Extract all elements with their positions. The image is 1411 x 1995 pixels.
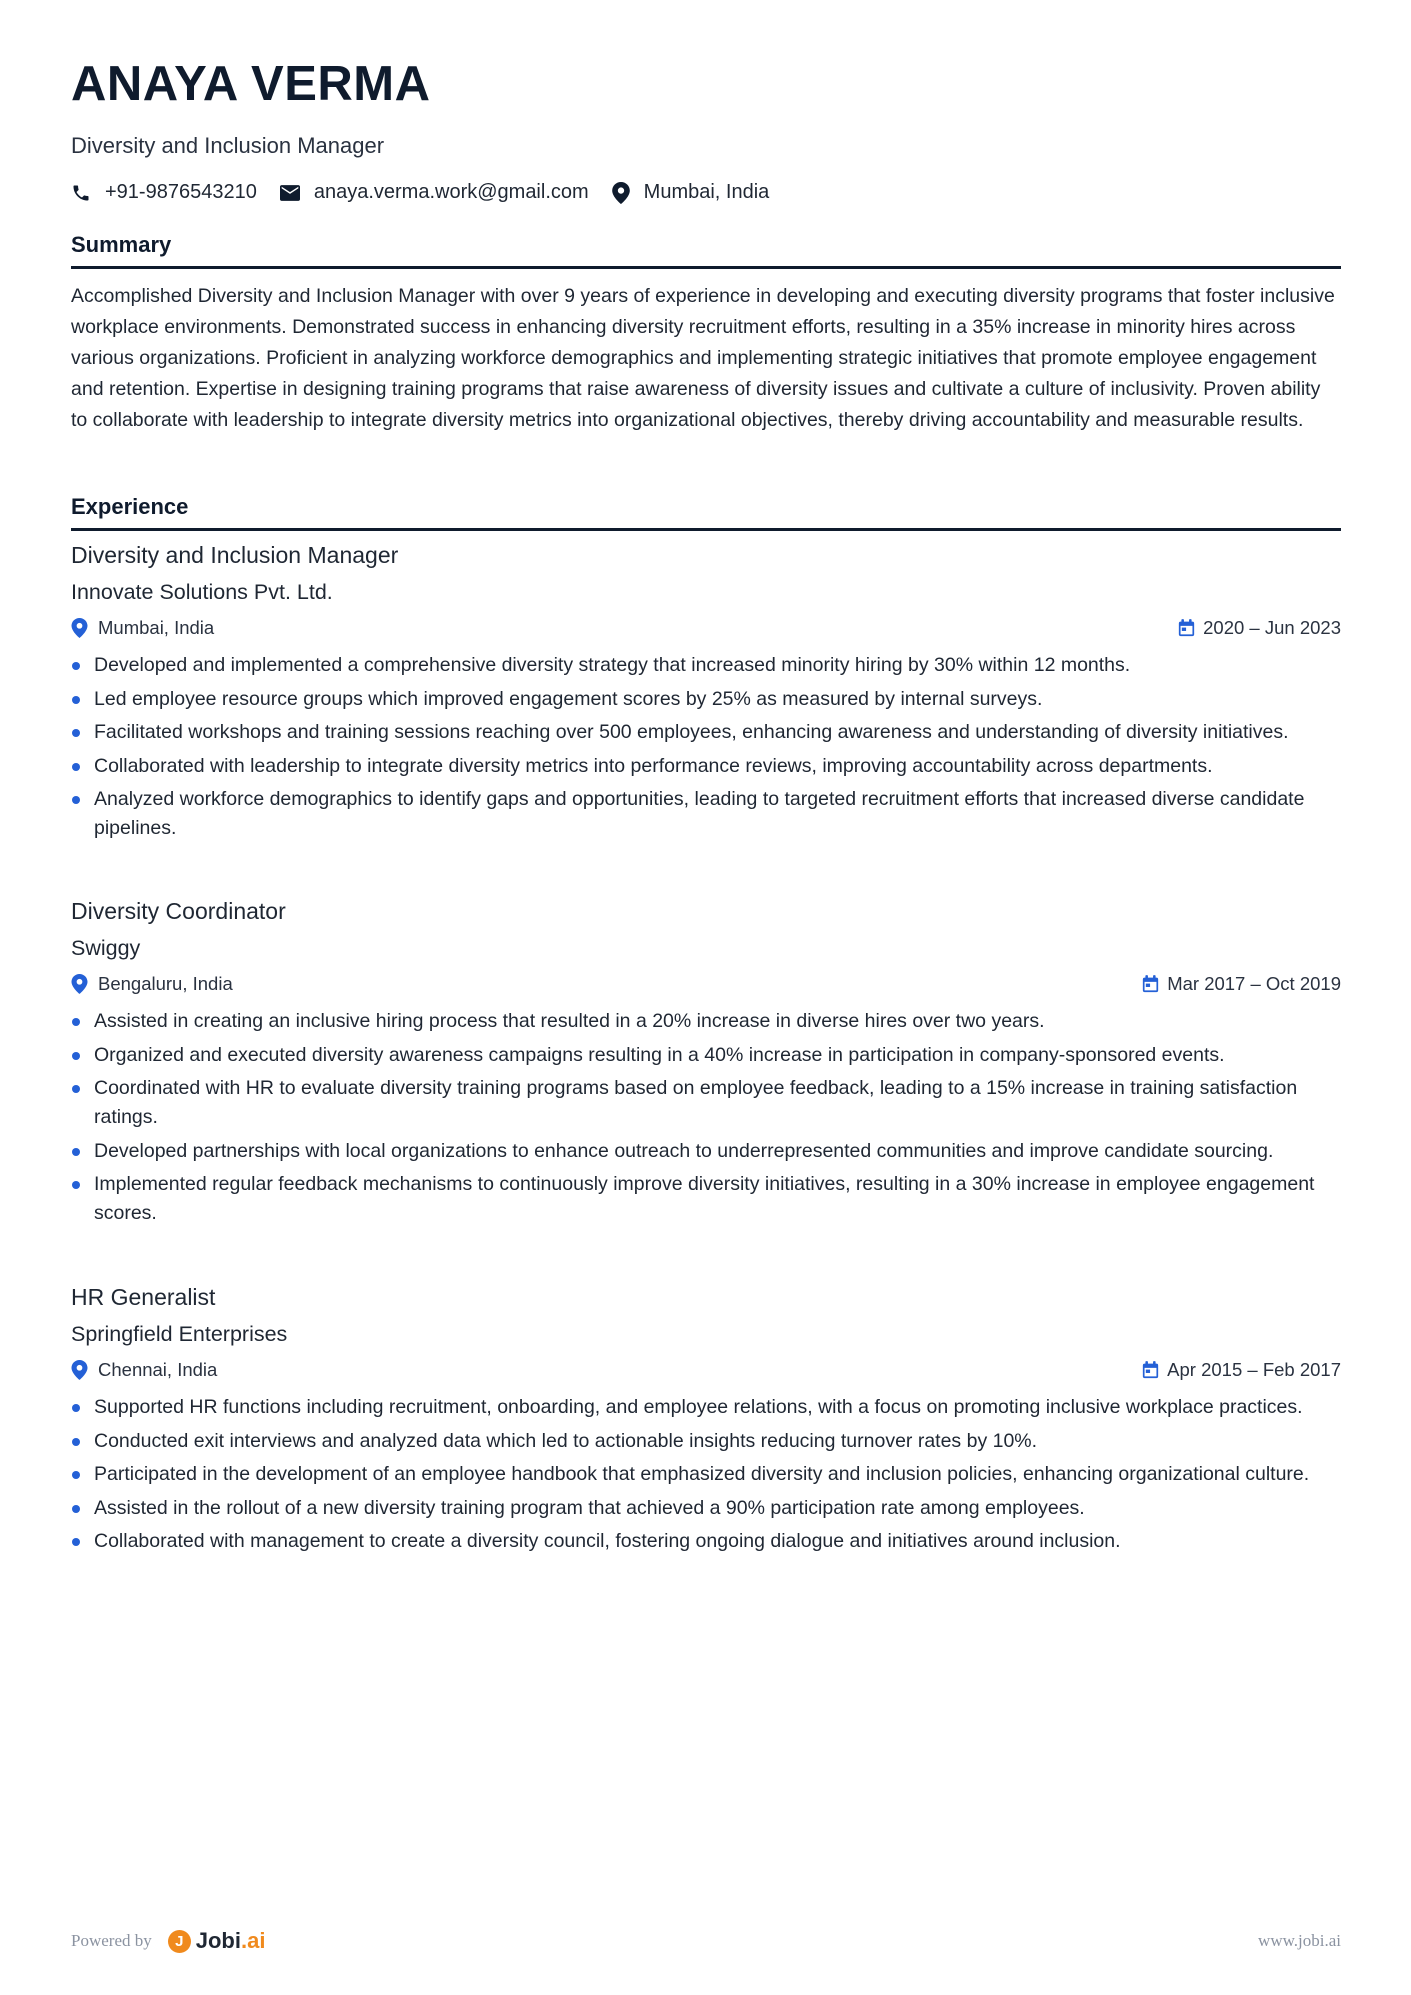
list-item: Assisted in creating an inclusive hiring process that resulted in a 20% increase in diverse hires over two years. [71, 1007, 1341, 1036]
job-bullets [71, 1393, 1341, 1556]
candidate-title: Diversity and Inclusion Manager [71, 133, 385, 158]
job-meta [71, 967, 1341, 1001]
list-item: Coordinated with HR to evaluate diversity training programs based on employee feedback, leading to a 15% increase in training satisfaction ratings. [71, 1074, 1341, 1132]
site-link[interactable]: www.jobi.ai [1258, 1931, 1341, 1950]
jobi-logo-icon: J [168, 1930, 191, 1953]
candidate-name: ANAYA VERMA [71, 57, 431, 111]
contact-email [280, 181, 589, 204]
list-item: Collaborated with leadership to integrate diversity metrics into performance reviews, improving accountability across departments. [71, 752, 1341, 781]
job-entry [71, 1279, 1341, 1561]
job-company: Innovate Solutions Pvt. Ltd. [71, 580, 333, 604]
contact-location [612, 181, 770, 204]
list-item: Led employee resource groups which improved engagement scores by 25% as measured by internal surveys. [71, 685, 1341, 714]
list-item: Supported HR functions including recruitment, onboarding, and employee relations, with a focus on promoting inclusive workplace practices. [71, 1393, 1341, 1422]
list-item: Collaborated with management to create a diversity council, fostering ongoing dialogue and initiatives around inclusion. [71, 1527, 1341, 1556]
job-meta [71, 1353, 1341, 1387]
job-dates: Mar 2017 – Oct 2019 [1167, 973, 1341, 994]
list-item: Organized and executed diversity awareness campaigns resulting in a 40% increase in participation in company-sponsored events. [71, 1041, 1341, 1070]
list-item: Implemented regular feedback mechanisms to continuously improve diversity initiatives, resulting in a 30% increase in employee engagement scores. [71, 1170, 1341, 1228]
job-dates: 2020 – Jun 2023 [1203, 617, 1341, 638]
summary-heading: Summary [71, 232, 1341, 269]
phone-text: +91-9876543210 [105, 181, 257, 203]
footer [71, 1928, 1341, 1954]
list-item: Participated in the development of an employee handbook that emphasized diversity and inclusion policies, enhancing organizational culture. [71, 1460, 1341, 1489]
job-entry [71, 893, 1341, 1233]
email-icon [280, 185, 300, 201]
calendar-icon [1142, 1361, 1159, 1379]
location-pin-icon [612, 182, 630, 204]
job-company: Springfield Enterprises [71, 1322, 288, 1346]
location-pin-icon [71, 618, 88, 638]
summary-text: Accomplished Diversity and Inclusion Manager with over 9 years of experience in developing and executing diversity programs that foster inclusive workplace environments. Demonstrated success in enhancing diversity recruitment efforts, resulting in a 35% increase in minority hires across various organizations. Proficient in analyzing workforce demographics and implementing strategic initiatives that promote employee engagement and retention. Expertise in designing training programs that raise awareness of diversity issues and cultivate a culture of inclusivity. Proven ability to collaborate with leadership to integrate diversity metrics into organizational objectives, thereby driving accountability and measurable results. [71, 285, 1335, 431]
powered-by-text: Powered by [71, 1931, 152, 1950]
job-bullets [71, 1007, 1341, 1228]
calendar-icon [1178, 619, 1195, 637]
list-item: Assisted in the rollout of a new diversity training program that achieved a 90% participation rate among employees. [71, 1494, 1341, 1523]
list-item: Developed partnerships with local organizations to enhance outreach to underrepresented communities and improve candidate sourcing. [71, 1137, 1341, 1166]
job-dates: Apr 2015 – Feb 2017 [1167, 1359, 1341, 1380]
job-role: HR Generalist [71, 1284, 216, 1310]
job-location: Bengaluru, India [98, 973, 233, 994]
contact-phone [71, 181, 257, 204]
logo-main-text: Jobi [195, 1928, 241, 1953]
location-pin-icon [71, 974, 88, 994]
location-pin-icon [71, 1360, 88, 1380]
contact-row [71, 181, 792, 204]
job-company: Swiggy [71, 936, 141, 960]
jobi-logo[interactable] [168, 1928, 266, 1954]
job-location: Chennai, India [98, 1359, 218, 1380]
email-text: anaya.verma.work@gmail.com [313, 181, 589, 203]
logo-suffix-text: .ai [240, 1928, 266, 1953]
job-location: Mumbai, India [98, 617, 215, 638]
job-role: Diversity Coordinator [71, 898, 286, 924]
phone-icon [71, 183, 91, 203]
experience-heading: Experience [71, 494, 1341, 531]
powered-by [71, 1928, 265, 1954]
job-role: Diversity and Inclusion Manager [71, 542, 399, 568]
job-meta [71, 611, 1341, 645]
calendar-icon [1142, 975, 1159, 993]
list-item: Facilitated workshops and training sessions reaching over 500 employees, enhancing awareness and understanding of diversity initiatives. [71, 718, 1341, 747]
job-bullets [71, 651, 1341, 843]
job-entry [71, 537, 1341, 848]
list-item: Analyzed workforce demographics to identify gaps and opportunities, leading to targeted recruitment efforts that increased diverse candidate pipelines. [71, 785, 1341, 843]
list-item: Developed and implemented a comprehensive diversity strategy that increased minority hiring by 30% within 12 months. [71, 651, 1341, 680]
location-text: Mumbai, India [643, 181, 770, 203]
list-item: Conducted exit interviews and analyzed data which led to actionable insights reducing turnover rates by 10%. [71, 1427, 1341, 1456]
